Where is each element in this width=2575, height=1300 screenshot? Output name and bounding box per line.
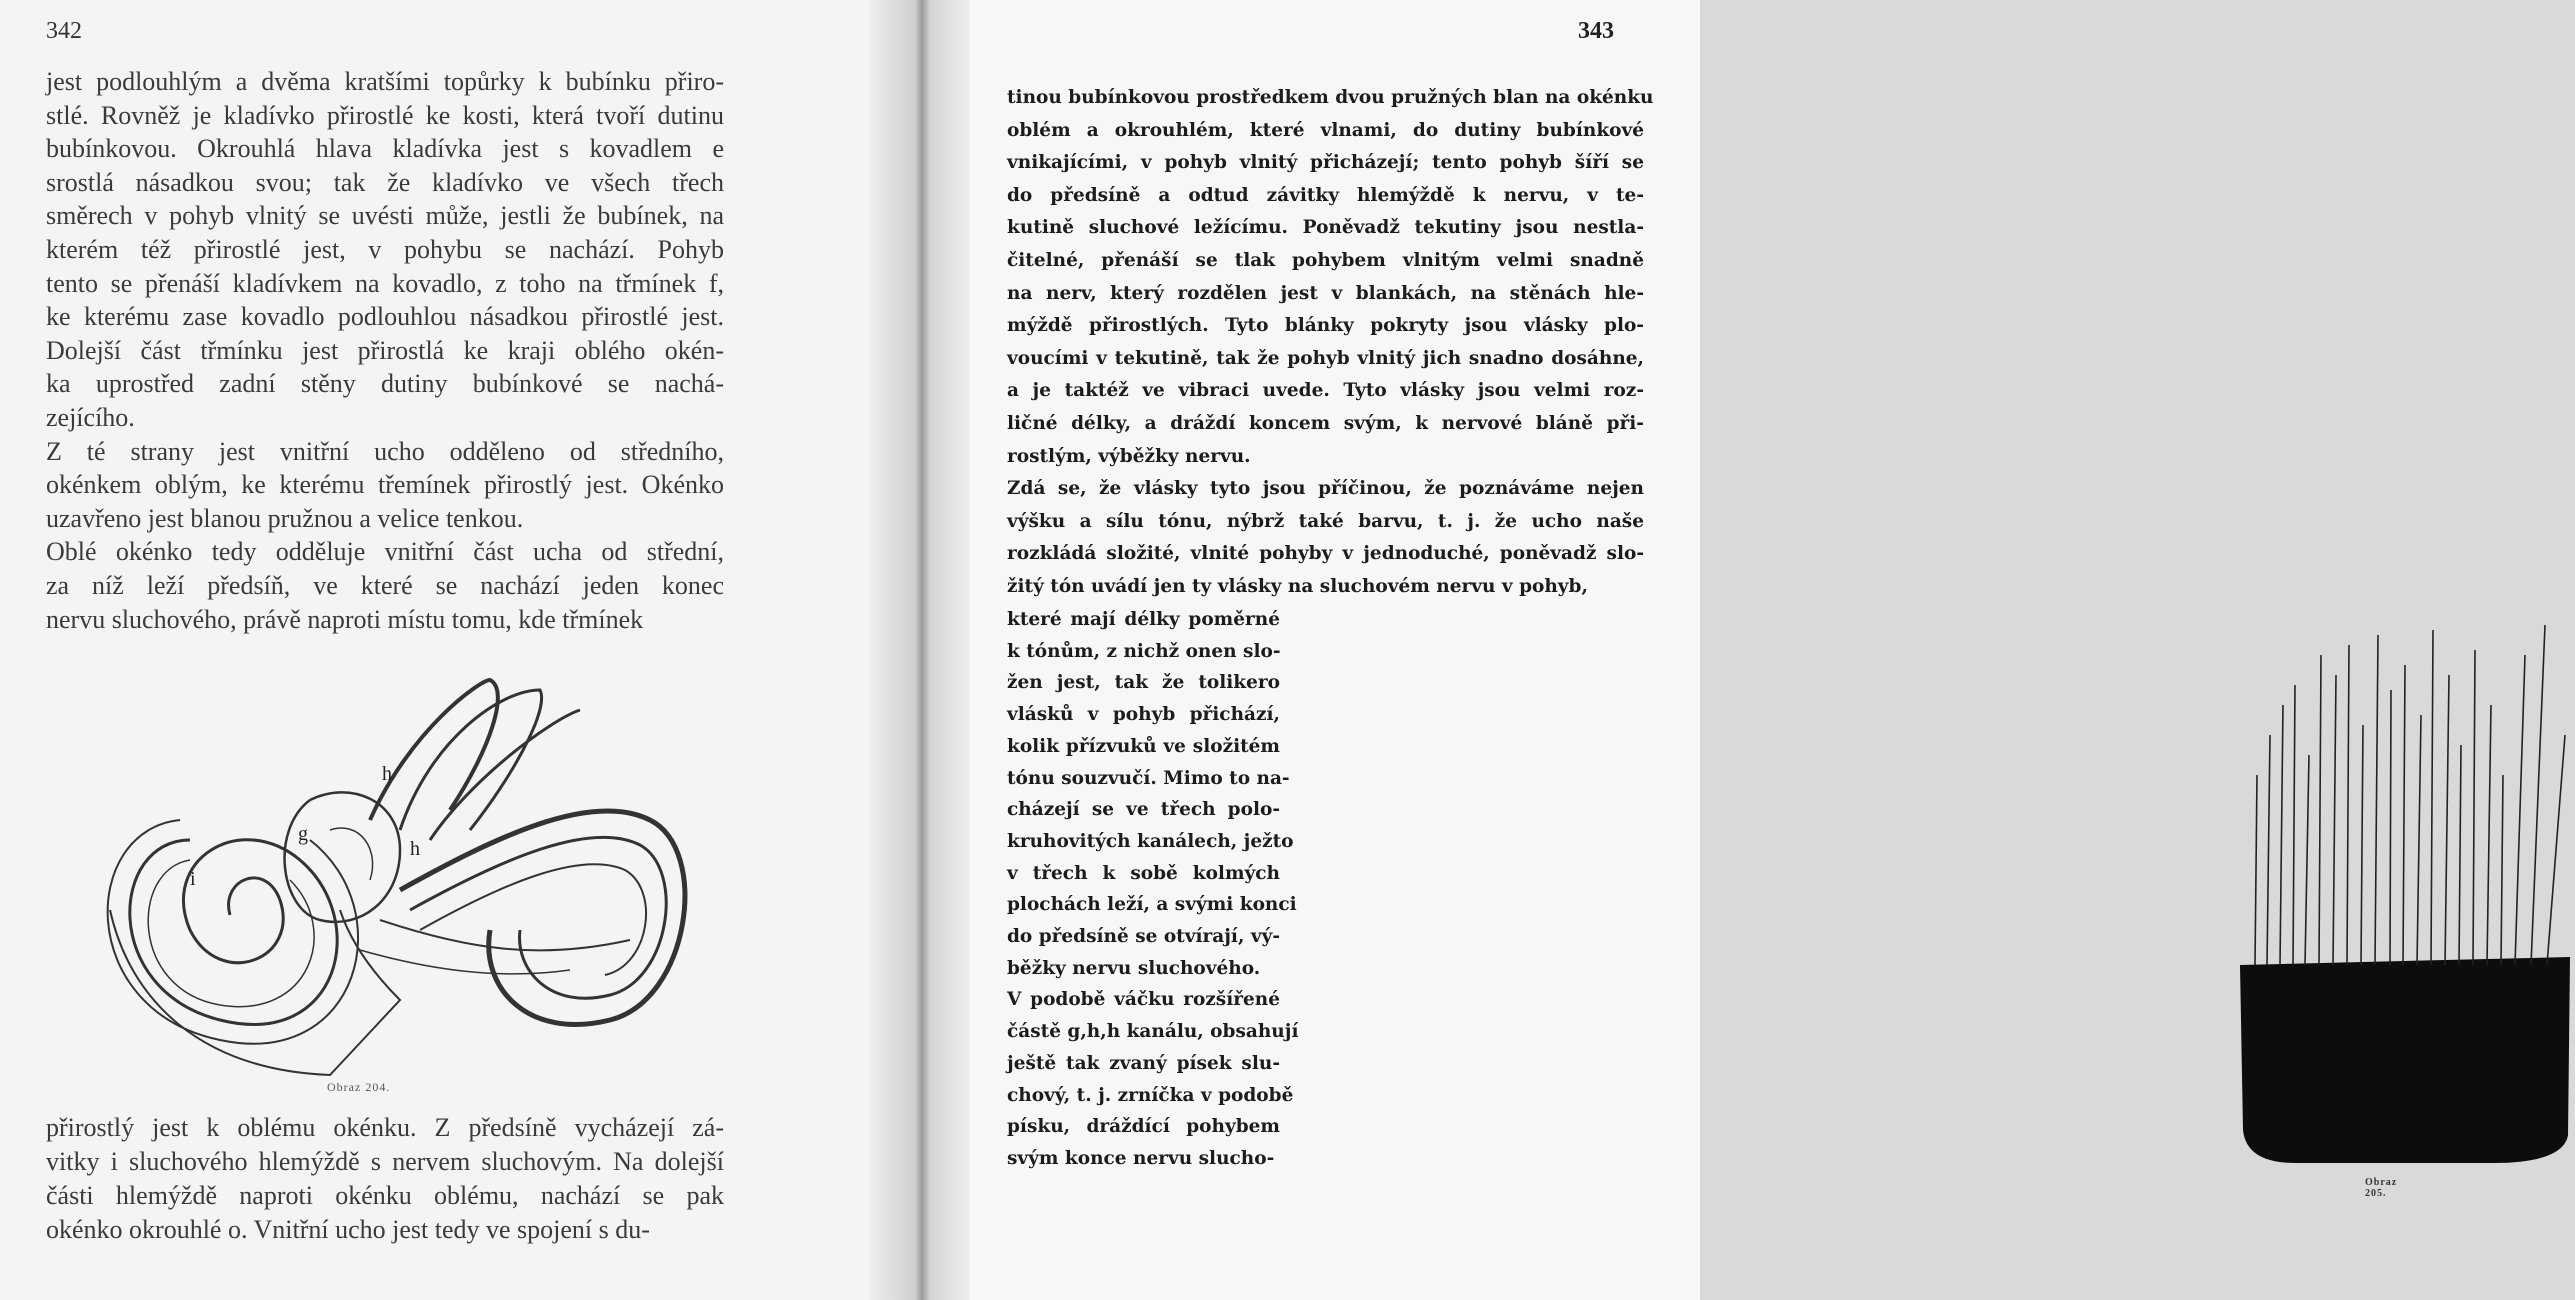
text-line: okénko okrouhlé o. Vnitřní ucho jest tedy ve spojení s du- <box>46 1215 650 1244</box>
text-line: kterém též přirostlé jest, v pohybu se nachází. Pohyb <box>46 235 724 264</box>
text-line: v třech k sobě kolmých <box>1007 862 1280 884</box>
text-line: plochách leží, a svými konci <box>1007 894 1297 916</box>
text-line: které mají délky poměrné <box>1007 609 1280 630</box>
text-line: V podobě váčku rozšířené <box>1007 989 1280 1011</box>
hair-fiber <box>2501 775 2503 965</box>
text-line: srostlá násadkou svou; tak že kladívko ve všech třech <box>46 167 724 197</box>
hair-fiber <box>2255 775 2257 965</box>
text-line: svým konce nervu slucho- <box>1007 1147 1275 1169</box>
text-line: kruhovitých kanálech, ježto <box>1007 830 1294 852</box>
text-line: Z té strany jest vnitřní ucho odděleno od středního, <box>46 436 724 466</box>
hair-fiber <box>2403 665 2405 965</box>
text-line: za níž leží předsíň, ve které se nachází jeden konec <box>46 571 724 600</box>
text-line: cházejí se ve třech polo- <box>1007 799 1280 821</box>
figure-base <box>2240 957 2570 1163</box>
hair-fiber <box>2473 650 2475 965</box>
hair-fiber <box>2319 655 2321 965</box>
text-line: Dolejší část třmínku jest přirostlá ke kraji oblého okén- <box>46 335 724 365</box>
hair-fiber <box>2459 745 2461 965</box>
text-line: ka uprostřed zadní stěny dutiny bubínkové se nachá- <box>46 369 724 399</box>
hair-fiber <box>2417 715 2421 965</box>
text-line: jest podlouhlým a dvěma kratšími topůrky k bubínku přiro- <box>46 67 724 96</box>
left-page-number: 342 <box>46 18 82 44</box>
text-line: do předsíně a odtud závitky hlemýždě k nervu, v te- <box>1007 184 1644 206</box>
text-line: voucími v tekutině, tak že pohyb vlnitý jich snadno dosáhne, <box>1007 347 1644 369</box>
text-line: stlé. Rovněž je kladívko přirostlé ke kosti, která tvoří dutinu <box>46 100 724 130</box>
text-line: Zdá se, že vlásky tyto jsou příčinou, že poznáváme nejen <box>1007 478 1644 500</box>
text-line: rozkládá složité, vlnité pohyby v jednoduché, poněvadž slo- <box>1007 543 1644 565</box>
hair-fiber <box>2445 675 2449 965</box>
text-line: tento se přenáší kladívkem na kovadlo, z toho na třmínek f, <box>46 268 724 298</box>
text-line: kutině sluchové ležícímu. Poněvadž tekutiny jsou nestla- <box>1007 217 1644 239</box>
text-line: vitky i sluchového hlemýždě s nervem sluchovým. Na dolejší <box>46 1147 724 1176</box>
text-line: vnikajícími, v pohyb vlnitý přicházejí; tento pohyb šíří se <box>1007 152 1644 174</box>
right-figure-caption: Obraz 205. <box>2365 1177 2398 1199</box>
hair-fiber <box>2347 645 2349 965</box>
hair-fiber <box>2531 625 2545 965</box>
text-line: a je taktéž ve vibraci uvede. Tyto vlásky jsou velmi roz- <box>1007 380 1644 402</box>
hair-fiber <box>2361 725 2363 965</box>
text-line: okénkem oblým, ke kterému třemínek přirostlý jest. Okénko <box>46 470 724 500</box>
text-line: písku, dráždící pohybem <box>1007 1116 1280 1138</box>
hair-fiber <box>2305 755 2309 965</box>
text-line: uzavřeno jest blanou pružnou a velice tenkou. <box>46 503 524 533</box>
hair-fiber <box>2515 655 2525 965</box>
text-line: čitelné, přenáší se tlak pohybem vlnitým velmi snadně <box>1007 250 1644 271</box>
text-line: zejícího. <box>46 403 135 432</box>
text-line: chový, t. j. zrníčka v podobě <box>1007 1084 1294 1106</box>
text-line: ještě tak zvaný písek slu- <box>1007 1052 1280 1074</box>
left-page <box>0 0 870 1300</box>
hair-fiber <box>2375 635 2378 965</box>
text-line: ličné délky, a dráždí koncem svým, k nervové bláně při- <box>1007 413 1644 434</box>
text-line: kolik přízvuků ve složitém <box>1007 735 1280 757</box>
figure-label-g: g <box>298 823 308 845</box>
hair-fiber <box>2293 685 2295 965</box>
text-line: rostlým, výběžky nervu. <box>1007 445 1251 467</box>
inner-ear-figure <box>70 670 730 1090</box>
text-line: tinou bubínkovou prostředkem dvou pružných blan na okénku <box>1007 87 1654 108</box>
auditory-hairs-figure <box>2235 615 2575 1175</box>
figure-label-h-2: h <box>410 838 420 860</box>
text-line: výšku a sílu tónu, nýbrž také barvu, t. j. že ucho naše <box>1007 510 1644 532</box>
text-line: do předsíně se otvírají, vý- <box>1007 926 1281 947</box>
hair-fiber <box>2267 735 2270 965</box>
text-line: žitý tón uvádí jen ty vlásky na sluchovém nervu v pohyb, <box>1007 576 1588 597</box>
hair-fiber <box>2280 705 2283 965</box>
text-line: částě g,h,h kanálu, obsahují <box>1007 1021 1299 1043</box>
text-line: nervu sluchového, právě naproti místu tomu, kde třmínek <box>46 604 644 634</box>
left-figure-caption: Obraz 204. <box>327 1080 391 1094</box>
text-line: přirostlý jest k oblému okénku. Z předsíně vycházejí zá- <box>46 1113 724 1142</box>
text-line: oblém a okrouhlém, které vlnami, do dutiny bubínkové <box>1007 119 1644 141</box>
text-line: na nerv, který rozdělen jest v blankách, na stěnách hle- <box>1007 282 1644 304</box>
text-line: bubínkovou. Okrouhlá hlava kladívka jest s kovadlem e <box>46 134 724 164</box>
text-line: k tónům, z nichž onen slo- <box>1007 640 1281 662</box>
hair-fiber <box>2547 735 2565 965</box>
text-line: mýždě přirostlých. Tyto blánky pokryty jsou vlásky plo- <box>1007 315 1644 337</box>
figure-label-i: i <box>190 868 196 890</box>
hair-fiber <box>2390 690 2391 965</box>
text-line: ke kterému zase kovadlo podlouhlou násadkou přirostlé jest. <box>46 302 724 332</box>
text-line: Oblé okénko tedy odděluje vnitřní část ucha od střední, <box>46 537 724 567</box>
text-line: části hlemýždě naproti okénku oblému, nachází se pak <box>46 1181 724 1210</box>
right-page-number: 343 <box>1578 18 1614 44</box>
text-line: žen jest, tak že tolikero <box>1007 672 1280 694</box>
book-gutter <box>870 0 970 1300</box>
text-line: směrech v pohyb vlnitý se uvésti může, jestli že bubínek, na <box>46 201 724 231</box>
text-line: vlásků v pohyb přichází, <box>1007 704 1280 726</box>
hair-fiber <box>2431 630 2433 965</box>
text-line: běžky nervu sluchového. <box>1007 957 1261 979</box>
figure-label-h-1: h <box>382 763 392 785</box>
hair-fiber <box>2333 675 2336 965</box>
hair-fiber <box>2487 705 2491 965</box>
right-page <box>970 0 2398 1300</box>
text-line: tónu souzvučí. Mimo to na- <box>1007 767 1290 789</box>
